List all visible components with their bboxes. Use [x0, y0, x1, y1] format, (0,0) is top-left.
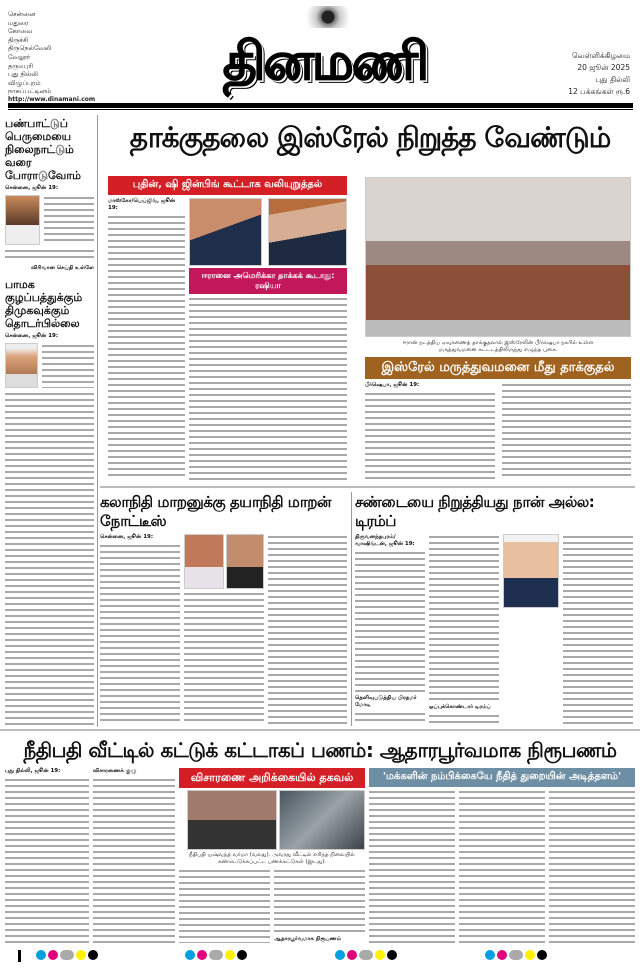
- trump-text-column-1: [355, 534, 425, 725]
- article-body: [502, 382, 632, 479]
- trump-photo: [503, 534, 559, 608]
- subhead: தெளிவுபடுத்திய பிரதமர் மோடி: [355, 695, 417, 708]
- article-body: [189, 296, 347, 481]
- article-body: [355, 550, 425, 693]
- dayanidhi-maran-photo: [184, 534, 224, 589]
- edition: நாகப்பட்டினம்: [8, 87, 52, 96]
- article-body: [549, 789, 635, 944]
- issue-date: 20 ஜூன் 2025: [577, 63, 630, 72]
- more-inside-link[interactable]: விரிவான செய்தி உள்ளே: [31, 265, 94, 271]
- article-body: [179, 868, 270, 943]
- lead-headline[interactable]: தாக்குதலை இஸ்ரேல் நிறுத்த வேண்டும்: [129, 121, 611, 154]
- section-divider: [100, 486, 635, 488]
- article-body: [5, 248, 94, 262]
- edition: மதுரை: [8, 18, 29, 27]
- judge-photo-block: [179, 768, 365, 943]
- dateline: சென்னை, ஜூன் 19:: [5, 185, 59, 191]
- article-body: [42, 343, 94, 388]
- hospital-text-column: [365, 382, 495, 479]
- trump-story: [355, 493, 633, 725]
- judge-story: [5, 735, 635, 943]
- color-registration-marks: [36, 950, 98, 962]
- dateline: சென்னை, ஜூன் 19:: [5, 333, 59, 339]
- maran-story: [100, 493, 347, 725]
- article-body: [268, 534, 348, 725]
- hospital-banner: இஸ்ரேல் மருத்துவமனை மீது தாக்குதல்: [365, 357, 631, 379]
- lead-sub-banner: ஈரானை அமெரிக்கா தாக்கக் கூடாது: ரஷியா: [189, 268, 347, 294]
- lead-photo-column: [189, 198, 347, 481]
- judge-banner: விசாரணை அறிக்கையில் தகவல்: [179, 768, 365, 788]
- dateline: மாஸ்கோ/பெய்ஜிங், ஜூன் 19:: [108, 197, 176, 211]
- sidebar: [5, 117, 94, 725]
- edition: திருச்சி: [8, 35, 29, 44]
- article-body: [5, 777, 89, 943]
- article-body: [108, 214, 185, 481]
- judge-text-column-2: [93, 768, 175, 943]
- dateline: புது தில்லி, ஜூன் 19:: [5, 768, 61, 774]
- masthead-rule-thin: [8, 109, 633, 110]
- judge-text-column-1: [5, 768, 89, 943]
- article-body: [274, 868, 365, 934]
- article-body: [459, 789, 545, 944]
- dateline: திருவனந்தபுரம்/வாஷிங்டன், ஜூன் 19:: [355, 534, 415, 547]
- article-body: [429, 713, 499, 725]
- edition: புது தில்லி: [8, 70, 38, 79]
- section-divider: [0, 729, 640, 731]
- color-registration-marks: [485, 950, 547, 962]
- column-divider: [351, 492, 352, 726]
- ramadoss-photo: [5, 343, 38, 388]
- edition: வேலூர்: [8, 52, 31, 61]
- xi-jinping-photo: [268, 198, 347, 266]
- edition: திருநெல்வேலி: [8, 44, 52, 53]
- putin-photo: [189, 198, 262, 266]
- article-body: [5, 391, 94, 725]
- trump-text-column-2: [429, 534, 499, 725]
- maran-photo-column: [184, 534, 264, 725]
- lead-right-block: [365, 177, 631, 479]
- article-body: [563, 534, 633, 725]
- issue-info: [568, 50, 630, 98]
- trump-headline[interactable]: சண்டையை நிறுத்தியது நான் அல்ல: டிரம்ப்: [355, 493, 595, 530]
- stalin-photo: [5, 195, 40, 245]
- dateline: சென்னை, ஜூன் 19:: [100, 534, 154, 540]
- issue-pages-price: 12 பக்கங்கள் ரூ.6: [568, 87, 630, 96]
- article-body: [365, 391, 495, 479]
- edition: சென்னை: [8, 10, 36, 18]
- article-body: [369, 789, 455, 944]
- judge-varma-photo: [187, 790, 277, 850]
- registration-bar: [18, 950, 21, 962]
- dateline: பீர்ஷெபா, ஜூன் 19:: [365, 382, 420, 389]
- edition: தருமபுரி: [8, 61, 34, 70]
- article-body: [184, 591, 264, 725]
- issue-day: வெள்ளிக்கிழமை: [571, 51, 630, 60]
- edition: விழுப்புரம்: [8, 78, 41, 87]
- subhead: ஆதாரபூர்வமாக நிரூபணம்: [274, 936, 342, 942]
- column-divider: [97, 115, 98, 727]
- article-body: [429, 534, 499, 702]
- lead-text-column: [108, 198, 185, 481]
- color-registration-marks: [185, 950, 247, 962]
- article-body: [100, 543, 180, 725]
- judge-side-block: [369, 768, 635, 943]
- kalanithi-maran-photo: [226, 534, 264, 589]
- lead-left-block: [108, 176, 347, 480]
- judge-headline[interactable]: நீதிபதி வீட்டில் கட்டுக் கட்டாகப் பணம்: ஆதாரபூர்வமாக நிரூபணம்: [23, 738, 617, 762]
- edition-list: [8, 10, 95, 105]
- photo-caption: ஈரான் நடத்திய ஏவுகணைத் தாக்குதலால் இஸ்ரேலின் பீர்ஷெபா நகரில் உள்ள மருத்துவமனை கட்டடத்திலிருந்து எழுந்த புகை.: [402, 340, 594, 353]
- dateline: விசாரணைக் குழு: [93, 768, 137, 774]
- subhead: ஒப்புக்கொண்டார் டிரம்ப்: [429, 704, 491, 710]
- newspaper-logo: தினமணி: [222, 32, 428, 92]
- sidebar-headline-1[interactable]: பண்பாட்டுப் பெருமையை நிலைநாட்டும் வரை போராடுவோம்: [5, 117, 81, 182]
- lead-banner: புதின், ஷி ஜின்பிங் கூட்டாக வலியுறுத்தல்: [108, 176, 347, 195]
- issue-edition: புது தில்லி: [595, 75, 630, 84]
- photo-caption: நீதிபதி யஷ்வந்த் வர்மா (வலது). அவரது வீட்டில் எரிந்த நிலையில் கண்டெடுக்கப்பட்ட பணக்கட்டுகள் (இடது).: [189, 851, 355, 865]
- article-body: [44, 195, 94, 245]
- article-body: [93, 777, 175, 943]
- judge-side-banner: 'மக்களின் நம்பிக்கையே நீதித் துறையின் அடித்தளம்': [369, 768, 635, 787]
- website-link[interactable]: http://www.dinamani.com: [8, 95, 96, 103]
- color-registration-marks: [335, 950, 397, 962]
- sidebar-headline-2[interactable]: பாமக குழப்பத்துக்கும் திமுகவுக்கும் தொடர்பில்லை: [5, 278, 83, 330]
- judge-text-column-3: [274, 868, 365, 943]
- edition: கோவை: [8, 27, 33, 36]
- masthead-rule: [8, 103, 633, 108]
- hospital-smoke-photo: [365, 177, 631, 337]
- burnt-cash-photo: [279, 790, 365, 850]
- article-body: [355, 711, 425, 725]
- maran-text-column: [100, 534, 180, 725]
- maran-headline[interactable]: கலாநிதி மாறனுக்கு தயாநிதி மாறன் நோட்டீஸ்: [100, 493, 331, 530]
